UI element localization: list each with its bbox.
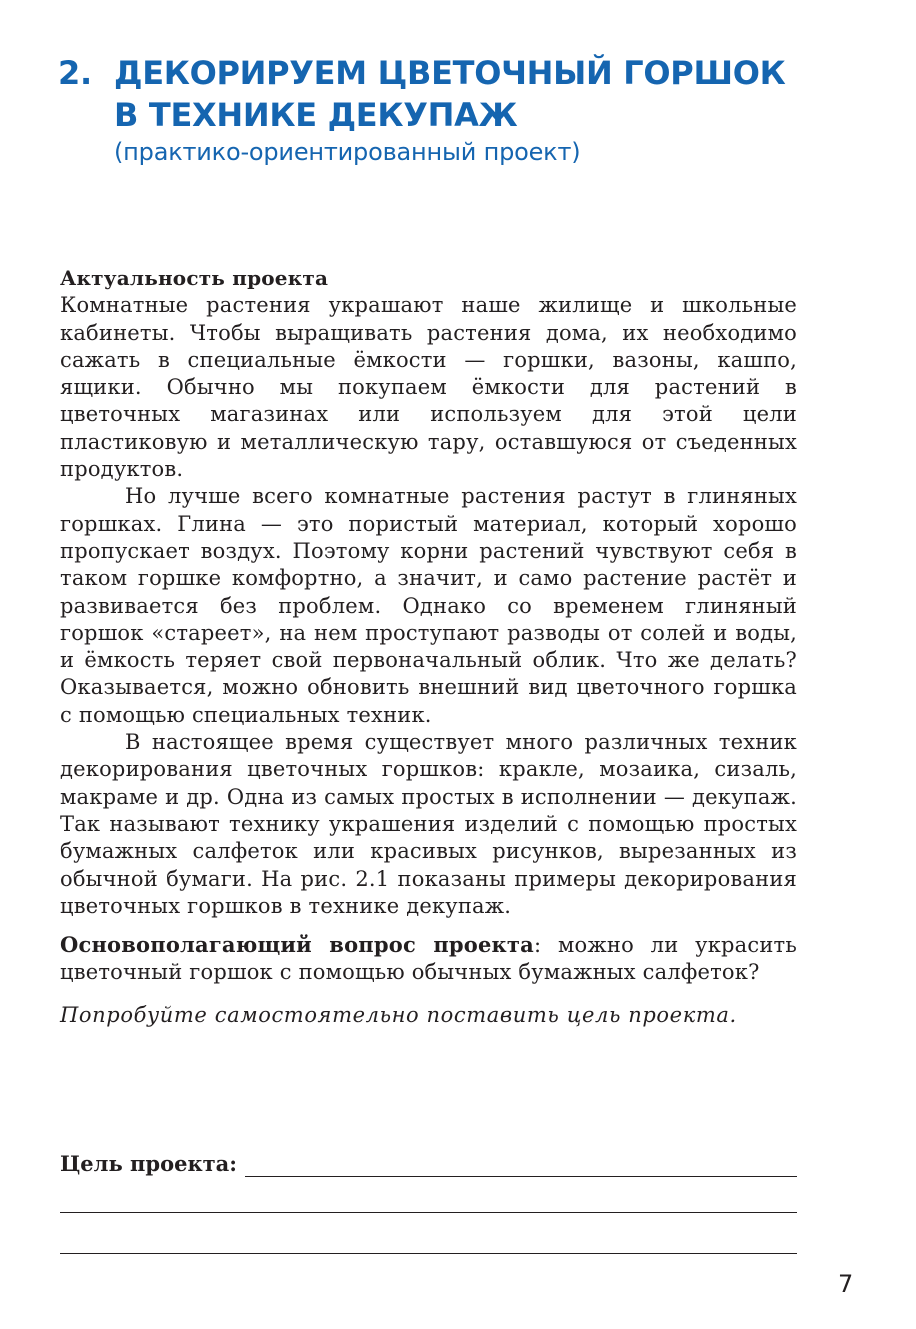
chapter-subtitle: (практико-ориентированный проект)	[114, 138, 581, 166]
goal-answer-line-2[interactable]	[60, 1212, 797, 1213]
goal-label: Цель проекта:	[60, 1151, 237, 1176]
chapter-title-line-2: В ТЕХНИКЕ ДЕКУПАЖ	[114, 96, 518, 134]
key-question	[60, 931, 797, 987]
chapter-title-line-1: ДЕКОРИРУЕМ ЦВЕТОЧНЫЙ ГОРШОК	[114, 54, 786, 92]
chapter-number: 2.	[58, 54, 92, 92]
chapter-title-block	[58, 52, 858, 168]
goal-field	[60, 1150, 797, 1177]
chapter-title	[58, 52, 858, 136]
main-text	[60, 265, 797, 1029]
key-question-text: можно ли украсить цветочный горшок с помощью обычных бумажных салфеток?	[60, 933, 797, 985]
goal-answer-line-1[interactable]	[245, 1156, 797, 1177]
goal-answer-line-3[interactable]	[60, 1253, 797, 1254]
relevance-paragraph-1: Комнатные растения украшают наше жилище и школьные кабинеты. Чтобы выращивать растения дома, их необходимо сажать в специальные ёмкости — горшки, вазоны, кашпо, ящики. Обычно мы покупаем ёмкости для растений в цветочных магазинах или используем для этой цели пластиковую и металлическую тару, оставшуюся от съеденных продуктов.	[60, 293, 797, 482]
relevance-paragraph-2: Но лучше всего комнатные растения растут в глиняных горшках. Глина — это пористый материал, который хорошо пропускает воздух. Поэтому корни растений чувствуют себя в таком горшке комфортно, а значит, и само растение растёт и развивается без проблем. Однако со временем глиняный горшок «стареет», на нем проступают разводы от солей и воды, и ёмкость теряет свой первоначальный облик. Что же делать? Оказывается, можно обновить внешний вид цветочного горшка с помощью специальных техник.	[60, 484, 797, 727]
page-number: 7	[838, 1270, 854, 1298]
relevance-heading: Актуальность проекта	[60, 266, 329, 290]
task-instruction: Попробуйте самостоятельно поставить цель проекта.	[60, 1002, 737, 1027]
relevance-paragraph-3: В настоящее время существует много различных техник декорирования цветочных горшков: кракле, мозаика, сизаль, макраме и др. Одна из самых простых в исполнении — декупаж. Так называют технику украшения изделий с помощью простых бумажных салфеток или красивых рисунков, вырезанных из обычной бумаги. На рис. 2.1 показаны примеры декорирования цветочных горшков в технике декупаж.	[60, 730, 797, 918]
key-question-colon: :	[533, 933, 542, 958]
key-question-label: Основополагающий вопрос проекта	[60, 932, 534, 958]
